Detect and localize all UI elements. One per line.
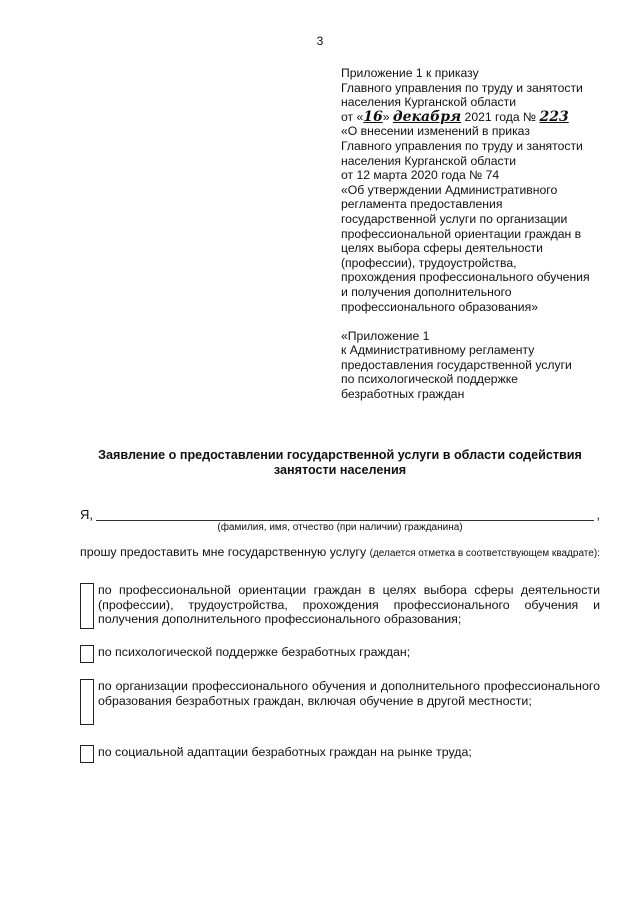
handwritten-month: декабря [392,108,462,125]
spacer [341,314,611,329]
subject-line: (профессии), трудоустройства, [341,255,517,270]
handwritten-day: 16 [363,108,383,125]
subject-line: прохождения профессионального обучения [341,270,590,285]
applicant-prefix: Я, [80,507,93,522]
subject-line: населения Курганской области [341,153,517,168]
subject-line: «Об утверждении Административного [341,182,558,197]
regulation-line: безработных граждан [341,387,465,402]
appendix-block [341,66,611,402]
date-prefix: от « [341,109,364,124]
appendix-date-line [341,110,611,125]
request-text [80,545,600,561]
request-main: прошу предоставить мне государственную услугу [80,545,367,559]
option-label: по психологической поддержке безработных граждан; [98,645,411,659]
page-number: 3 [316,34,324,48]
appendix-org-line: Главного управления по труду и занятости [341,80,583,95]
applicant-suffix: , [596,507,600,522]
subject-line: «О внесении изменений в приказ [341,124,530,139]
service-option [80,679,600,725]
subject-line: целях выбора сферы деятельности [341,241,543,256]
subject-line: профессиональной ориентации граждан в [341,226,582,241]
option-label: по социальной адаптации безработных граждан на рынке труда; [98,745,472,759]
option-checkbox[interactable] [80,583,94,629]
service-option [80,583,600,629]
service-option [80,645,600,663]
subject-line: от 12 марта 2020 года № 74 [341,168,500,183]
option-label: по организации профессионального обучения и дополнительного профессионального образования безработных граждан, включая обучение в другой местности; [98,679,600,708]
option-checkbox[interactable] [80,679,94,725]
subject-line: государственной услуги по организации [341,211,568,226]
applicant-name-field[interactable] [96,520,594,521]
regulation-line: к Административному регламенту [341,343,535,358]
regulation-line: «Приложение 1 [341,328,430,343]
regulation-line: по психологической поддержке [341,372,518,387]
applicant-name-hint: (фамилия, имя, отчество (при наличии) гражданина) [217,522,463,533]
appendix-org-line: населения Курганской области [341,95,517,110]
document-heading: Заявление о предоставлении государственной услуги в области содействия занятости населения [98,448,582,477]
subject-line: профессионального образования» [341,299,538,314]
option-label: по профессиональной ориентации граждан в целях выбора сферы деятельности (профессии), трудоустройства, прохождения профессионального обучения и получения дополнительного профессионального образования; [98,583,600,626]
request-note: (делается отметка в соответствующем квадрате): [369,548,600,559]
service-option [80,745,600,763]
date-year: 2021 года № [464,109,537,124]
option-checkbox[interactable] [80,645,94,663]
handwritten-number: 223 [539,108,569,125]
regulation-line: предоставления государственной услуги [341,357,572,372]
option-checkbox[interactable] [80,745,94,763]
subject-line: Главного управления по труду и занятости [341,138,583,153]
subject-line: и получения дополнительного [341,284,512,299]
appendix-title: Приложение 1 к приказу [341,66,479,80]
subject-line: регламента предоставления [341,197,503,212]
date-day-close: » [382,109,390,124]
